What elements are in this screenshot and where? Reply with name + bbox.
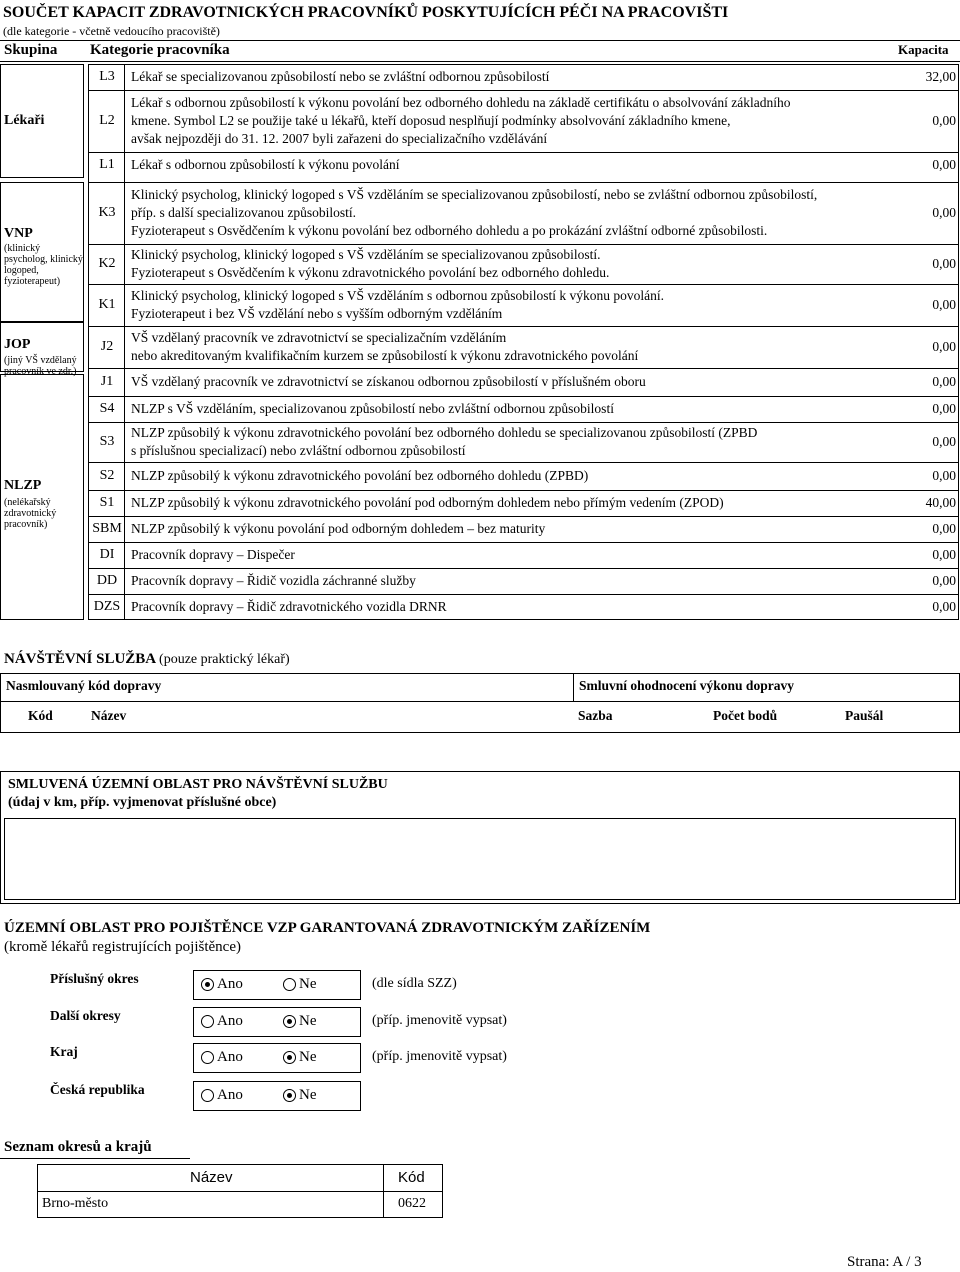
description-line: Klinický psycholog, klinický logoped s VŠ vzděláním se specializovanou způsobilostí, nebo se zvláštní odbornou způsobilostí,: [131, 187, 818, 202]
description-line: Pracovník dopravy – Dispečer: [131, 547, 295, 562]
radio-group: [193, 970, 361, 1000]
capacity-value: 0,00: [932, 547, 956, 562]
category-row: [89, 182, 958, 244]
guarantee-note: (dle sídla SZZ): [372, 976, 457, 991]
col-capacity-header: Kapacita: [898, 42, 949, 57]
category-description: [131, 424, 911, 460]
capacity-value: 0,00: [932, 256, 956, 271]
page-subtitle: (dle kategorie - včetně vedoucího pracoviště): [3, 24, 220, 38]
category-description: [131, 186, 911, 240]
category-code: J2: [100, 339, 114, 354]
category-description: [131, 94, 911, 148]
category-row: [89, 542, 958, 568]
description-line: s příslušnou specializací) nebo zvláštní odbornou způsobilostí: [131, 443, 466, 458]
guarantee-note: (příp. jmenovitě vypsat): [372, 1049, 507, 1064]
contract-code-label: Nasmlouvaný kód dopravy: [6, 678, 162, 693]
category-code: DI: [99, 547, 115, 562]
visit-title-note: (pouze praktický lékař): [159, 652, 290, 667]
radio-ano[interactable]: [201, 978, 214, 991]
guarantee-label: Česká republika: [50, 1082, 145, 1097]
group-name: NLZP: [4, 478, 42, 493]
radio-ano[interactable]: [201, 1015, 214, 1028]
radio-ne-label: Ne: [299, 976, 317, 992]
radio-ano-label: Ano: [217, 976, 243, 992]
row-separator: [89, 462, 958, 463]
row-separator: [89, 422, 958, 423]
capacity-value: 40,00: [925, 495, 956, 510]
capacity-value: 0,00: [932, 573, 956, 588]
category-row: [89, 326, 958, 368]
description-line: Fyzioterapeut i bez VŠ vzdělání nebo s vyšším odborným vzděláním: [131, 306, 503, 321]
description-line: Lékař s odbornou způsobilostí k výkonu povolání bez odborného dohledu na základě certifikátu o absolvování základního: [131, 95, 791, 110]
category-description: [131, 520, 911, 538]
visit-title: [4, 651, 290, 668]
area-title: SMLUVENÁ ÚZEMNÍ OBLAST PRO NÁVŠTĚVNÍ SLUŽBU: [8, 777, 388, 792]
row-separator: [89, 542, 958, 543]
category-description: [131, 329, 911, 365]
capacity-value: 0,00: [932, 113, 956, 128]
visit-title-text: NÁVŠTĚVNÍ SLUŽBA: [4, 651, 156, 667]
category-code: J1: [100, 374, 114, 389]
districts-row-line: [37, 1191, 443, 1192]
row-separator: [89, 368, 958, 369]
category-description: [131, 156, 911, 174]
category-description: [131, 246, 911, 282]
area-input[interactable]: [4, 818, 956, 900]
category-description: [131, 598, 911, 616]
description-line: VŠ vzdělaný pracovník ve zdravotnictví se specializačním vzděláním: [131, 330, 507, 345]
districts-col-code: Kód: [398, 1169, 425, 1186]
category-code: DD: [96, 573, 118, 588]
capacity-value: 0,00: [932, 339, 956, 354]
guarantee-subtitle: (kromě lékařů registrujících pojištěnce): [4, 939, 241, 955]
radio-ne[interactable]: [283, 978, 296, 991]
description-line: NLZP způsobilý k výkonu zdravotnického povolání bez odborného dohledu se specializovanou způsobilostí (ZPBD: [131, 425, 758, 440]
group-name: Lékaři: [4, 113, 45, 128]
category-code: L1: [99, 157, 115, 172]
category-row: [89, 490, 958, 516]
group-name: JOP: [4, 337, 31, 352]
capacity-value: 32,00: [925, 69, 956, 84]
row-separator: [89, 284, 958, 285]
capacity-value: 0,00: [932, 157, 956, 172]
category-row: [89, 396, 958, 422]
radio-group: [193, 1081, 361, 1111]
guarantee-label: Kraj: [50, 1044, 78, 1059]
category-row: [89, 64, 958, 90]
category-row: [89, 568, 958, 594]
row-separator: [89, 490, 958, 491]
radio-ne-label: Ne: [299, 1049, 317, 1065]
category-description: [131, 494, 911, 512]
capacity-value: 0,00: [932, 599, 956, 614]
row-separator: [89, 396, 958, 397]
radio-group: [193, 1007, 361, 1037]
visit-col-points: Počet bodů: [713, 708, 778, 723]
description-line: Pracovník dopravy – Řidič zdravotnického vozidla DRNR: [131, 599, 447, 614]
radio-ne[interactable]: [283, 1089, 296, 1102]
description-line: NLZP způsobilý k výkonu povolání pod odborným dohledem – bez maturity: [131, 521, 546, 536]
capacity-value: 0,00: [932, 401, 956, 416]
row-separator: [89, 326, 958, 327]
description-line: Pracovník dopravy – Řidič vozidla záchranné služby: [131, 573, 416, 588]
districts-col-name: Název: [190, 1169, 233, 1186]
category-description: [131, 400, 911, 418]
radio-group: [193, 1043, 361, 1073]
description-line: avšak nejpozději do 31. 12. 2007 byli zařazeni do specializačního vzdělávání: [131, 131, 548, 146]
row-separator: [89, 516, 958, 517]
category-row: [89, 152, 958, 178]
visit-col-flat: Paušál: [845, 708, 884, 723]
district-code: 0622: [398, 1196, 426, 1211]
category-code: S3: [99, 434, 115, 449]
visit-table-divider: [573, 673, 574, 701]
category-description: [131, 68, 911, 86]
category-description: [131, 546, 911, 564]
row-separator: [89, 182, 958, 183]
row-separator: [89, 244, 958, 245]
description-line: Klinický psycholog, klinický logoped s VŠ vzděláním s odbornou způsobilostí k výkonu povolání.: [131, 288, 664, 303]
col-category-header: Kategorie pracovníka: [90, 42, 230, 58]
group-note: (nelékařský zdravotnický pracovník): [4, 497, 57, 530]
capacity-value: 0,00: [932, 468, 956, 483]
description-line: nebo akreditovaným kvalifikačním kurzem se způsobilostí k výkonu zdravotnického povolání: [131, 348, 639, 363]
area-subtitle: (údaj v km, příp. vyjmenovat příslušné obce): [8, 795, 277, 810]
row-separator: [89, 568, 958, 569]
category-description: [131, 467, 911, 485]
row-separator: [89, 152, 958, 153]
capacity-value: 0,00: [932, 374, 956, 389]
category-code: K3: [98, 205, 116, 220]
category-row: [89, 90, 958, 152]
guarantee-title: ÚZEMNÍ OBLAST PRO POJIŠTĚNCE VZP GARANTOVANÁ ZDRAVOTNICKÝM ZAŘÍZENÍM: [4, 920, 651, 936]
radio-ano[interactable]: [201, 1089, 214, 1102]
districts-title: Seznam okresů a krajů: [4, 1139, 152, 1155]
visit-col-code: Kód: [28, 708, 53, 723]
category-code: SBM: [92, 521, 122, 536]
row-separator: [89, 594, 958, 595]
capacity-value: 0,00: [932, 434, 956, 449]
radio-ne[interactable]: [283, 1051, 296, 1064]
contract-eval-label: Smluvní ohodnocení výkonu dopravy: [579, 678, 794, 693]
category-row: [89, 594, 958, 620]
category-description: [131, 572, 911, 590]
group-note: (jiný VŠ vzdělaný pracovník ve zdr.): [4, 355, 77, 377]
category-row: [89, 244, 958, 284]
category-row: [89, 516, 958, 542]
category-row: [89, 284, 958, 326]
category-code: S1: [99, 495, 115, 510]
radio-ano-label: Ano: [217, 1087, 243, 1103]
radio-ne-label: Ne: [299, 1087, 317, 1103]
visit-table-hline: [0, 701, 960, 702]
description-line: NLZP s VŠ vzděláním, specializovanou způsobilostí nebo zvláštní odbornou způsobilostí: [131, 401, 614, 416]
description-line: příp. s další specializovanou způsobilostí.: [131, 205, 356, 220]
guarantee-label: Příslušný okres: [50, 971, 139, 986]
category-description: [131, 287, 911, 323]
col-group-header: Skupina: [4, 42, 58, 58]
radio-ne-label: Ne: [299, 1013, 317, 1029]
row-separator: [89, 90, 958, 91]
category-code: L3: [99, 69, 115, 84]
category-description: [131, 373, 911, 391]
radio-ne[interactable]: [283, 1015, 296, 1028]
districts-title-rule: [0, 1158, 190, 1159]
description-line: Fyzioterapeut s Osvědčením k výkonu zdravotnického povolání bez odborného dohledu.: [131, 265, 610, 280]
visit-col-name: Název: [91, 708, 127, 723]
description-line: NLZP způsobilý k výkonu zdravotnického povolání pod odborným dohledem nebo přímým vedením (ZPOD): [131, 495, 724, 510]
category-code: L2: [99, 113, 115, 128]
capacity-value: 0,00: [932, 205, 956, 220]
page-title: SOUČET KAPACIT ZDRAVOTNICKÝCH PRACOVNÍKŮ POSKYTUJÍCÍCH PÉČI NA PRACOVIŠTI: [3, 4, 729, 21]
description-line: Klinický psycholog, klinický logoped s VŠ vzděláním se specializovanou způsobilostí.: [131, 247, 601, 262]
description-line: NLZP způsobilý k výkonu zdravotnického povolání bez odborného dohledu (ZPBD): [131, 468, 589, 483]
description-line: kmene. Symbol L2 se použije také u lékařů, kteří doposud nesplňují podmínky absolvování základního kmene,: [131, 113, 731, 128]
radio-ano-label: Ano: [217, 1049, 243, 1065]
description-line: Lékař s odbornou způsobilostí k výkonu povolání: [131, 157, 400, 172]
category-row: [89, 422, 958, 462]
radio-ano[interactable]: [201, 1051, 214, 1064]
category-row: [89, 368, 958, 396]
capacity-value: 0,00: [932, 521, 956, 536]
radio-ano-label: Ano: [217, 1013, 243, 1029]
category-code: K1: [98, 297, 116, 312]
description-line: VŠ vzdělaný pracovník ve zdravotnictví se získanou odbornou způsobilostí v příslušném oboru: [131, 374, 646, 389]
district-name: Brno-město: [42, 1196, 109, 1211]
capacity-value: 0,00: [932, 297, 956, 312]
category-code: S2: [99, 468, 115, 483]
visit-col-rate: Sazba: [578, 708, 613, 723]
category-code: K2: [98, 256, 116, 271]
group-note: (klinický psycholog, klinický logoped, fyzioterapeut): [4, 243, 83, 287]
description-line: Lékař se specializovanou způsobilostí nebo se zvláštní odbornou způsobilostí: [131, 69, 550, 84]
category-code: S4: [99, 401, 115, 416]
header-bottom-line: [0, 61, 960, 62]
description-line: Fyzioterapeut s Osvědčením k výkonu povolání bez odborného dohledu a po prokázání zvláštní odborné způsobilosti.: [131, 223, 768, 238]
group-name: VNP: [4, 226, 33, 241]
page-number: Strana: A / 3: [847, 1254, 922, 1270]
category-row: [89, 462, 958, 490]
category-code: DZS: [93, 599, 121, 614]
guarantee-label: Další okresy: [50, 1008, 121, 1023]
guarantee-note: (příp. jmenovitě vypsat): [372, 1013, 507, 1028]
